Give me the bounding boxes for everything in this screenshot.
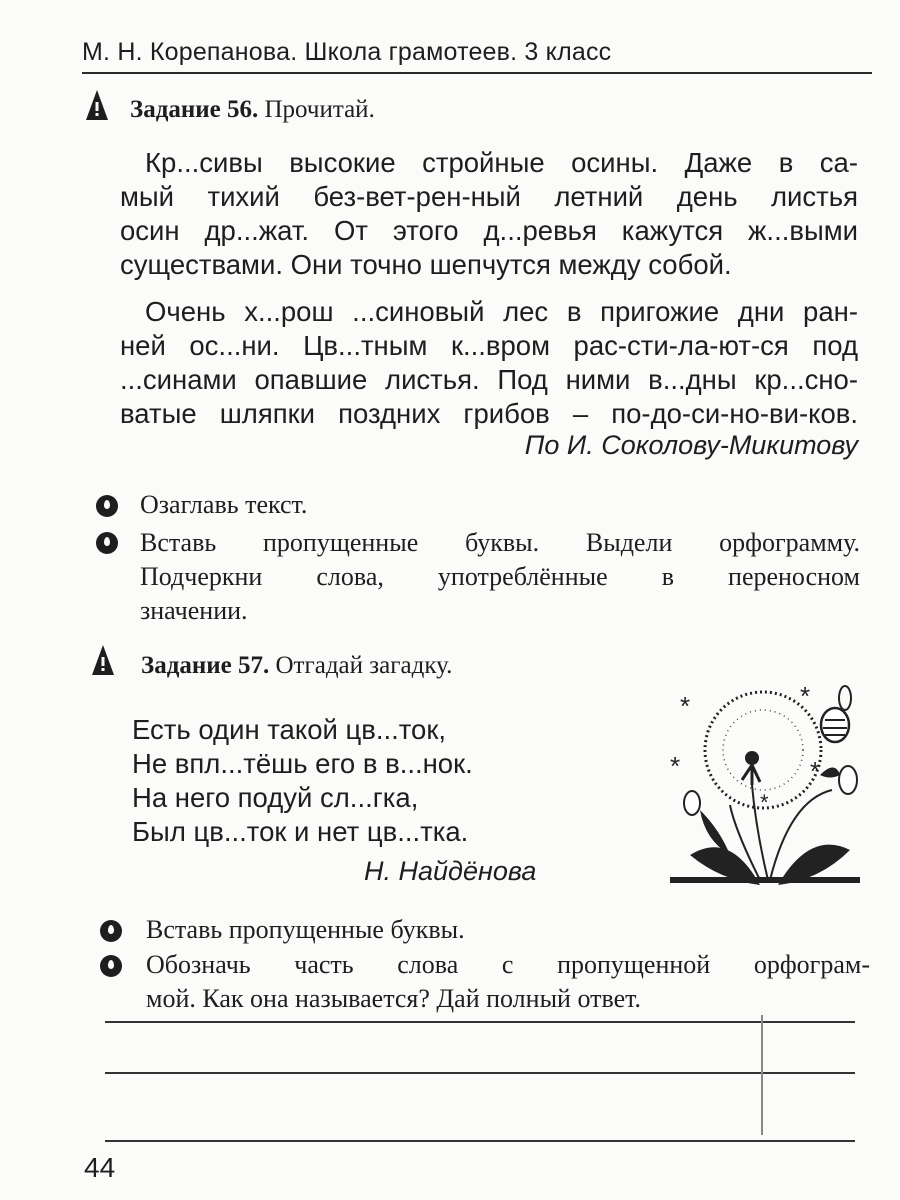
answer-line[interactable] <box>105 1072 855 1074</box>
text-line: мой. Как она называется? Дай полный ответ. <box>146 984 642 1013</box>
poem-line: На него подуй сл...гка, <box>132 782 419 813</box>
text-line: Очень х...рош ...синовый лес в пригожие дни ран- <box>145 296 858 327</box>
riddle-poem <box>132 713 473 849</box>
svg-text:*: * <box>680 691 691 721</box>
text-line: значении. <box>140 596 248 625</box>
task-item: Озаглавь текст. <box>140 490 308 519</box>
poem-line: Был цв...ток и нет цв...тка. <box>132 816 469 847</box>
dandelion-illustration <box>660 680 875 890</box>
task-item <box>140 526 860 628</box>
svg-text:*: * <box>800 681 811 711</box>
text-line: существами. Они точно шепчутся между собой. <box>120 249 732 280</box>
running-header: М. Н. Корепанова. Школа грамотеев. 3 класс <box>82 38 612 66</box>
task-item: Вставь пропущенные буквы. <box>146 915 465 944</box>
text-line: ...синами опавшие листья. Под ними в...дны кр...сно- <box>120 364 858 395</box>
warning-triangle-icon <box>92 645 114 675</box>
bullet-icon <box>96 532 118 554</box>
task-57-heading <box>141 652 452 680</box>
svg-text:*: * <box>810 756 821 786</box>
task-instruction: Прочитай. <box>264 96 375 123</box>
answer-line[interactable] <box>105 1140 855 1142</box>
text-line: Кр...сивы высокие стройные осины. Даже в са- <box>145 147 858 178</box>
svg-text:*: * <box>760 790 769 815</box>
text-line: Обозначь часть слова с пропущенной орфограм- <box>146 950 870 979</box>
text-line: Подчеркни слова, употреблённые в переносном <box>140 562 860 591</box>
task-56-paragraph-2 <box>120 295 858 431</box>
text-line: Вставь пропущенные буквы. Выдели орфограмму. <box>140 528 860 557</box>
bullet-icon <box>100 920 122 942</box>
task-number: Задание 57. <box>141 652 270 679</box>
bullet-icon <box>96 495 118 517</box>
bullet-icon <box>100 955 122 977</box>
text-line: осин др...жат. От этого д...ревья кажутся ж...выми <box>120 215 858 246</box>
task-item <box>146 948 870 1016</box>
text-line: ней ос...ни. Цв...тным к...вром рас-сти-ла-ют-ся под <box>120 330 858 361</box>
poem-line: Есть один такой цв...ток, <box>132 714 447 745</box>
task-56-paragraph-1 <box>120 146 858 282</box>
poem-line: Не впл...тёшь его в в...нок. <box>132 748 473 779</box>
page-number: 44 <box>84 1152 116 1183</box>
text-line: ватые шляпки поздних грибов – по-до-си-но-ви-ков. <box>120 398 858 429</box>
poem-author: Н. Найдёнова <box>364 856 537 886</box>
warning-triangle-icon <box>86 90 108 120</box>
text-line: мый тихий без-вет-рен-ный летний день листья <box>120 181 858 212</box>
answer-line[interactable] <box>105 1021 855 1023</box>
header-rule <box>82 72 872 74</box>
task-instruction: Отгадай загадку. <box>275 652 453 679</box>
task-56-heading <box>130 96 375 124</box>
svg-text:*: * <box>670 751 681 781</box>
margin-rule <box>761 1015 763 1135</box>
attribution: По И. Соколову-Микитову <box>524 430 858 460</box>
task-number: Задание 56. <box>130 96 259 123</box>
